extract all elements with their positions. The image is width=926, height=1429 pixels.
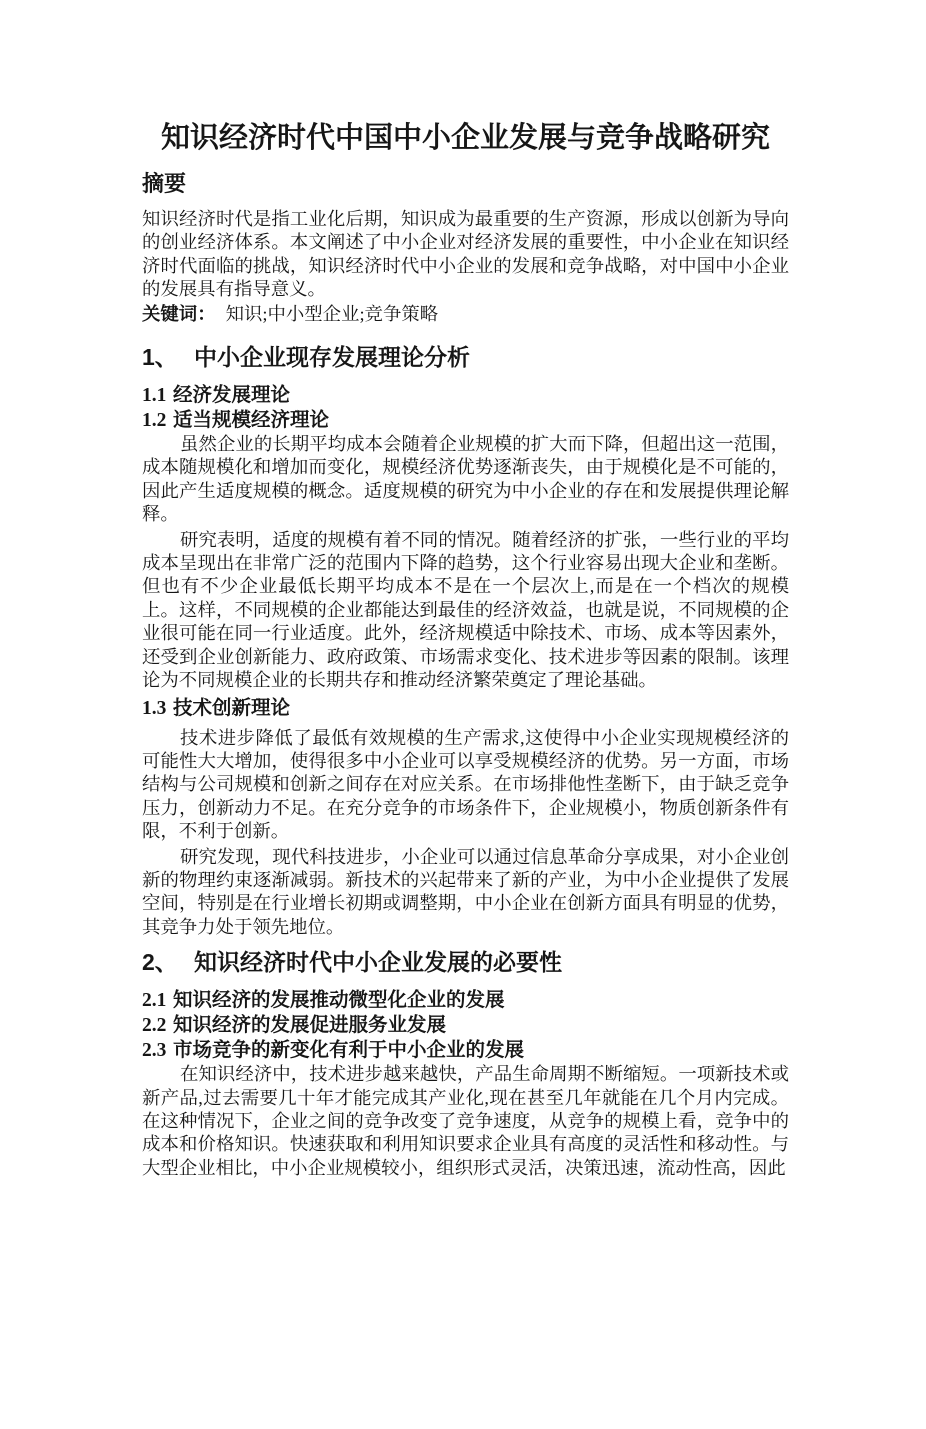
subsection-2-3-heading [142, 1038, 789, 1063]
subsection-2-2-title: 知识经济的发展促进服务业发展 [173, 1014, 447, 1037]
paragraph: 在知识经济中，技术进步越来越快，产品生命周期不断缩短。一项新技术或新产品,过去需要几十年才能完成其产业化,现在甚至几年就能在几个月内完成。在这种情况下，企业之间的竞争改变了竞争速度，从竞争的规模上看，竞争中的成本和价格知识。快速获取和利用知识要求企业具有高度的灵活性和移动性。与大型企业相比，中小企业规模较小，组织形式灵活，决策迅速，流动性高，因此 [142, 1064, 789, 1178]
abstract-heading: 摘要 [142, 171, 187, 196]
section-2-heading [142, 947, 789, 977]
paragraph: 技术进步降低了最低有效规模的生产需求,这使得中小企业实现规模经济的可能性大大增加，使得很多中小企业可以享受规模经济的优势。另一方面，市场结构与公司规模和创新之间存在对应关系。在市场排他性垄断下，由于缺乏竞争压力，创新动力不足。在充分竞争的市场条件下，企业规模小，物质创新条件有限，不利于创新。 [142, 727, 789, 842]
paragraph: 研究发现，现代科技进步，小企业可以通过信息革命分享成果，对小企业创新的物理约束逐渐减弱。新技术的兴起带来了新的产业，为中小企业提供了发展空间，特别是在行业增长初期或调整期，中小企业在创新方面具有明显的优势，其竞争力处于领先地位。 [142, 846, 789, 937]
subsection-1-1-title: 经济发展理论 [173, 384, 291, 407]
section-2-number: 2、 [142, 949, 178, 976]
subsection-2-2-number: 2.2 [142, 1015, 167, 1037]
section-1-title: 中小企业现存发展理论分析 [194, 344, 470, 371]
document-title: 知识经济时代中国中小企业发展与竞争战略研究 [160, 122, 770, 154]
document-page [0, 120, 926, 1180]
paragraph: 研究表明，适度的规模有着不同的情况。随着经济的扩张，一些行业的平均成本呈现出在非常广泛的范围内下降的趋势，这个行业容易出现大企业和垄断。但也有不少企业最低长期平均成本不是在一个层次上,而是在一个档次的规模上。这样，不同规模的企业都能达到最佳的经济效益，也就是说，不同规模的企业很可能在同一行业适度。此外，经济规模适中除技术、市场、成本等因素外，还受到企业创新能力、政府政策、市场需求变化、技术进步等因素的限制。该理论为不同规模企业的长期共存和推动经济繁荣奠定了理论基础。 [142, 529, 789, 691]
subsection-2-3-number: 2.3 [142, 1040, 167, 1062]
section-1-heading [142, 342, 789, 372]
subsection-2-2-heading [142, 1013, 789, 1038]
keywords-colon: ： [197, 302, 216, 324]
subsection-1-2-title: 适当规模经济理论 [173, 409, 330, 432]
subsection-1-3-title: 技术创新理论 [173, 696, 291, 719]
paragraph: 虽然企业的长期平均成本会随着企业规模的扩大而下降，但超出这一范围，成本随规模化和增加而变化，规模经济优势逐渐丧失，由于规模化是不可能的，因此产生适度规模的概念。适度规模的研究为中小企业的存在和发展提供理论解释。 [142, 434, 789, 525]
subsection-2-1-heading [142, 988, 789, 1013]
subsection-1-2-heading [142, 408, 789, 433]
keywords-line [142, 302, 789, 326]
subsection-1-3-number: 1.3 [142, 697, 167, 719]
subsection-2-1-title: 知识经济的发展推动微型化企业的发展 [173, 989, 505, 1012]
subsection-2-1-number: 2.1 [142, 990, 167, 1012]
section-1-number: 1、 [142, 344, 178, 371]
subsection-1-2-number: 1.2 [142, 410, 167, 432]
subsection-1-1-heading [142, 383, 789, 408]
abstract-text: 知识经济时代是指工业化后期，知识成为最重要的生产资源，形成以创新为导向的创业经济体系。本文阐述了中小企业对经济发展的重要性，中小企业在知识经济时代面临的挑战，知识经济时代中小企业的发展和竞争战略，对中国中小企业的发展具有指导意义。 [142, 209, 789, 300]
subsection-2-3-title: 市场竞争的新变化有利于中小企业的发展 [173, 1039, 525, 1062]
keywords-value: 知识;中小型企业;竞争策略 [225, 303, 439, 324]
subsection-1-1-number: 1.1 [142, 385, 167, 407]
subsection-1-3-heading [142, 696, 789, 721]
section-2-title: 知识经济时代中小企业发展的必要性 [194, 949, 562, 976]
keywords-label: 关键词 [142, 302, 198, 324]
